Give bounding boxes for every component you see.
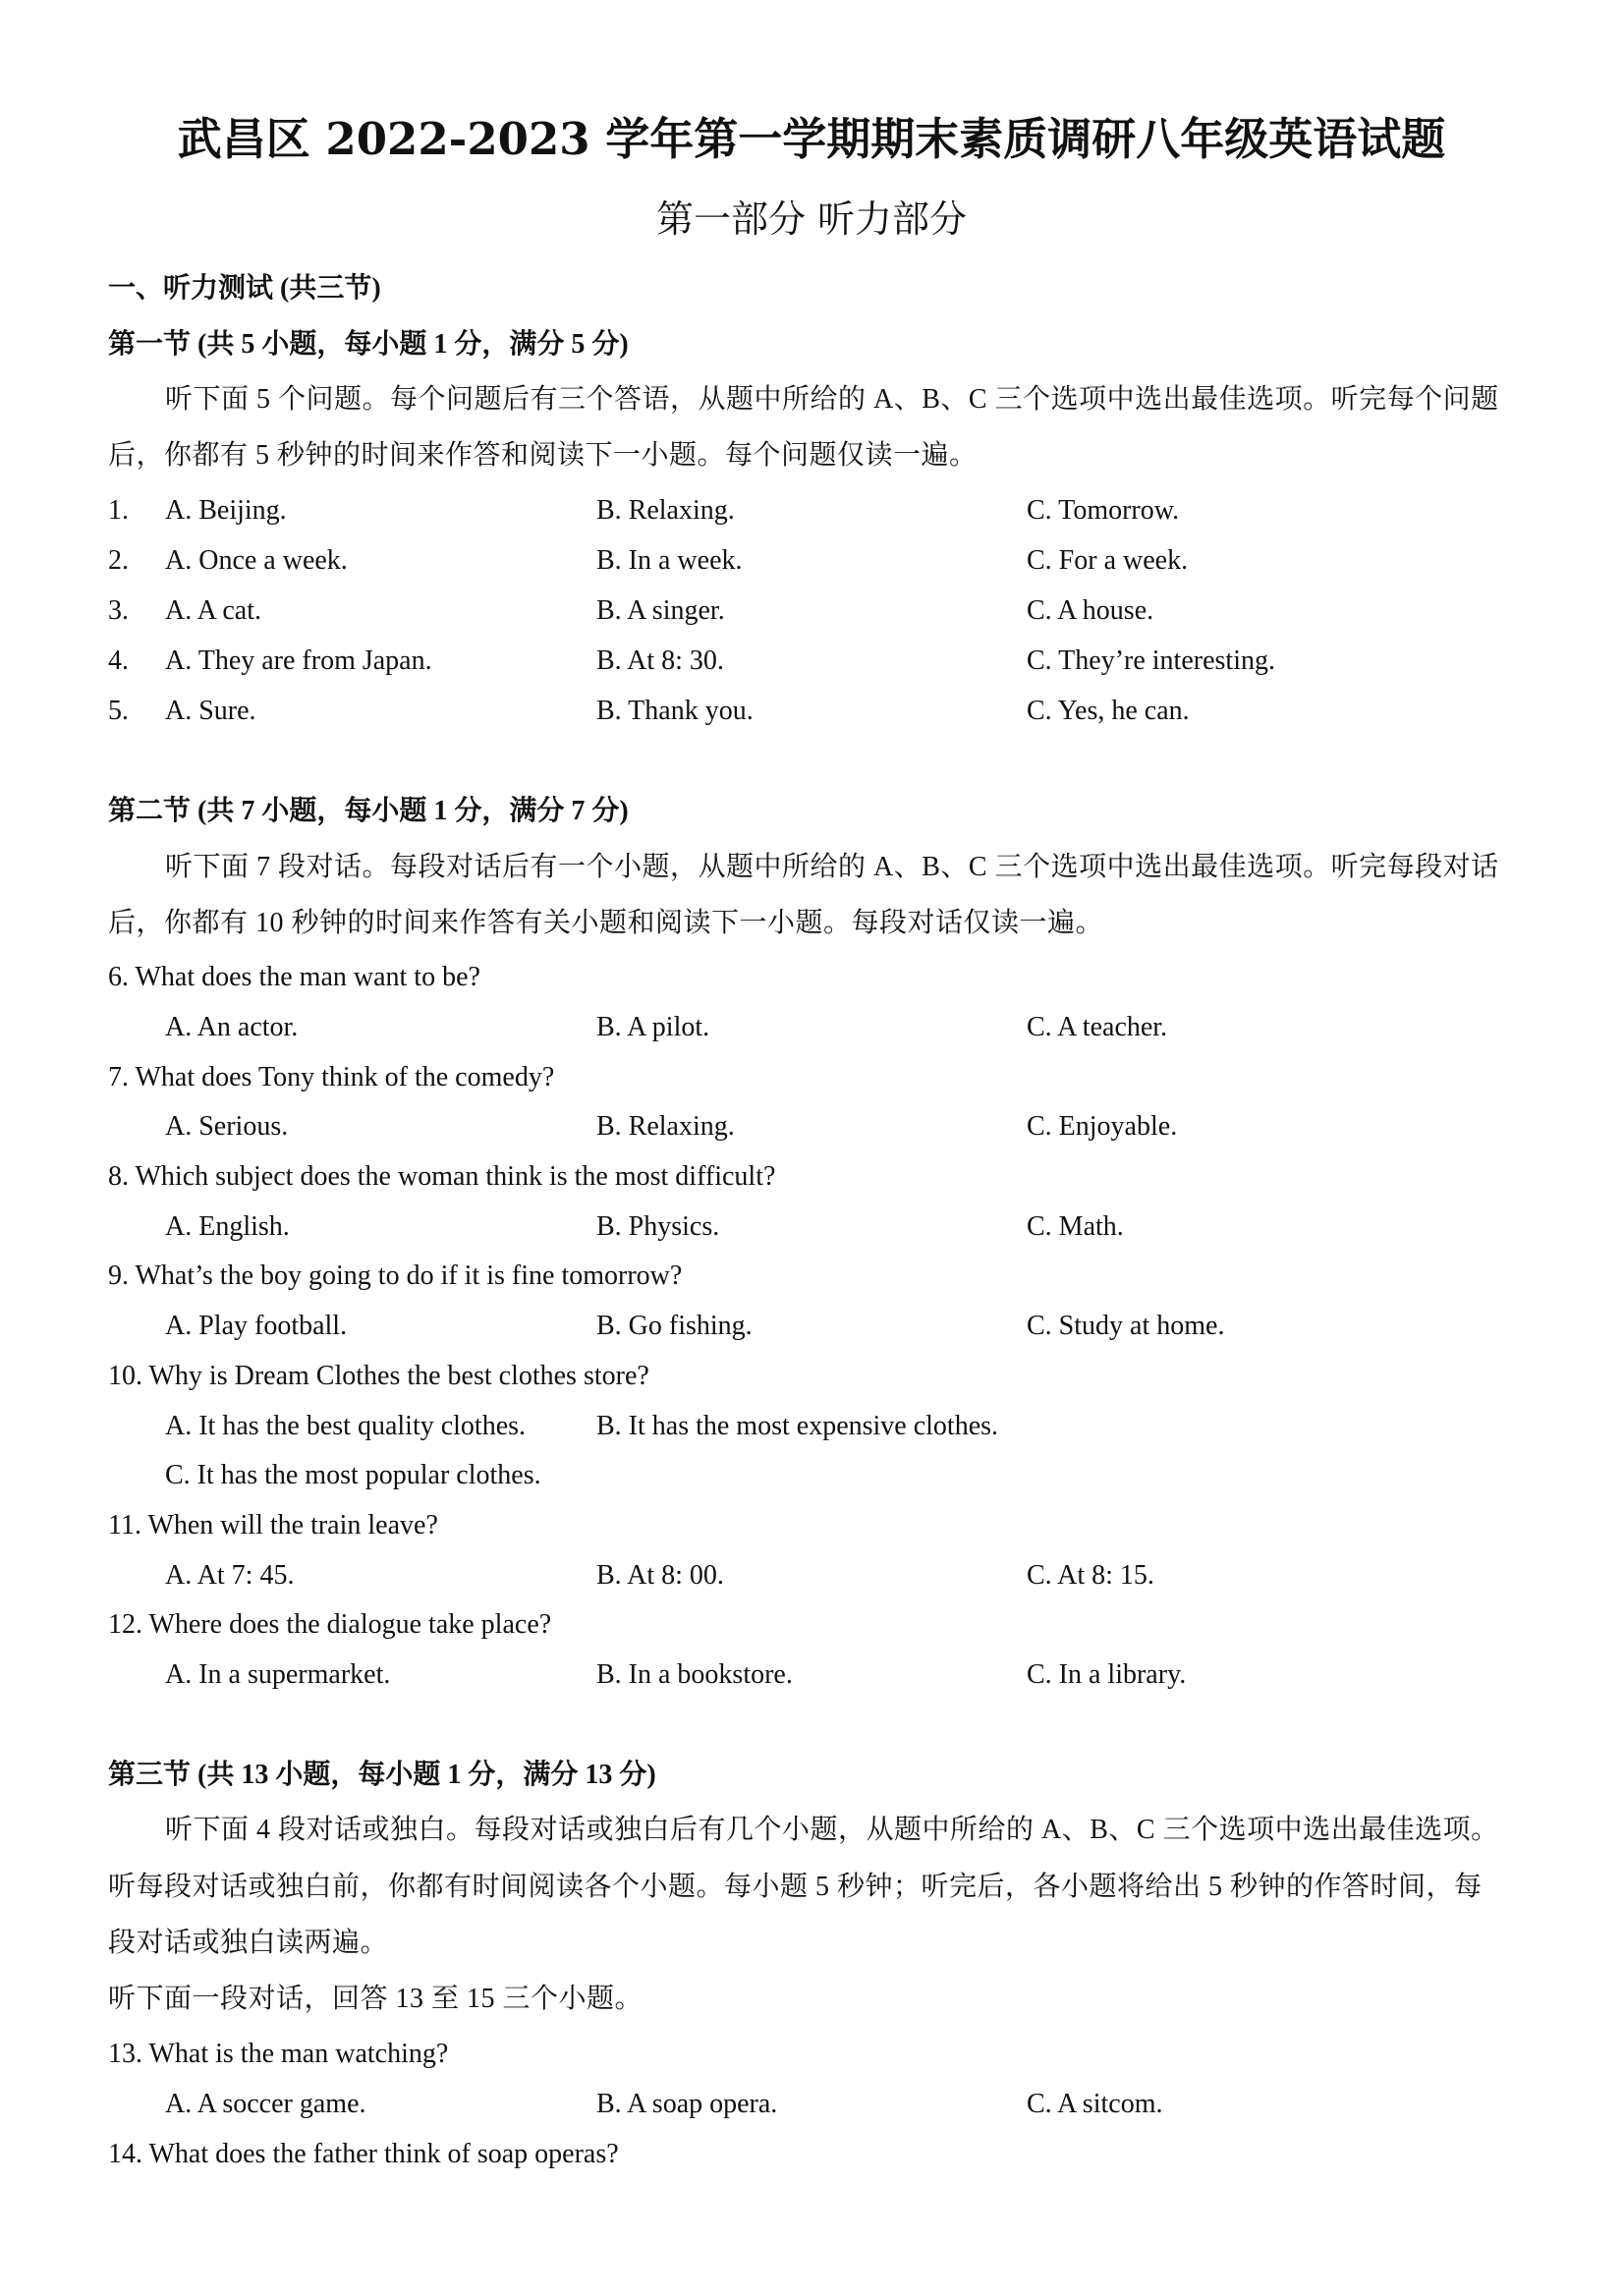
option-b: B. Thank you. [596,696,754,726]
option-a: A. In a supermarket. [165,1659,391,1690]
option-a: A. Play football. [165,1311,348,1341]
option-a: A. A soccer game. [165,2089,366,2119]
section2-heading: 第二节 (共 7 小题，每小题 1 分，满分 7 分) [108,796,629,826]
option-a: A. An actor. [165,1012,299,1042]
option-c: C. A teacher. [1027,1012,1168,1042]
question-number: 2. [108,545,129,576]
question-stem: 6. What does the man want to be? [108,962,480,992]
option-b: B. Relaxing. [596,495,735,526]
question-stem: 12. Where does the dialogue take place? [108,1609,552,1640]
option-b: B. At 8: 00. [596,1560,724,1591]
option-b: B. It has the most expensive clothes. [596,1411,999,1441]
option-c: C. A sitcom. [1027,2089,1163,2119]
option-a: A. A cat. [165,595,261,626]
question-stem: 13. What is the man watching? [108,2039,449,2069]
option-b: B. In a bookstore. [596,1659,793,1690]
option-c: C. For a week. [1027,545,1189,576]
option-c: C. At 8: 15. [1027,1560,1154,1591]
section2-instruction-line: 后，你都有 10 秒钟的时间来作答有关小题和阅读下一小题。每段对话仅读一遍。 [108,908,1104,938]
section1-instruction-line: 听下面 5 个问题。每个问题后有三个答语，从题中所给的 A、B、C 三个选项中选出最佳选项。听完每个问题 [165,384,1499,415]
section3-instruction-line: 听每段对话或独白前，你都有时间阅读各个小题。每小题 5 秒钟；听完后，各小题将给出 5 秒钟的作答时间，每 [108,1872,1483,1902]
section3-instruction-line: 段对话或独白读两遍。 [108,1928,389,1958]
option-c: C. In a library. [1027,1659,1187,1690]
option-a: A. English. [165,1211,290,1242]
part-heading: 一、听力测试 (共三节) [108,273,381,304]
option-c: C. Math. [1027,1211,1124,1242]
option-b: B. Relaxing. [596,1111,735,1142]
option-b: B. A singer. [596,595,725,626]
page-subtitle: 第一部分 听力部分 [655,197,968,241]
question-stem: 8. Which subject does the woman think is the most difficult? [108,1161,776,1192]
option-a: A. They are from Japan. [165,645,432,676]
section2-instruction-line: 听下面 7 段对话。每段对话后有一个小题，从题中所给的 A、B、C 三个选项中选出最佳选项。听完每段对话 [165,852,1499,882]
option-a: A. At 7: 45. [165,1560,295,1591]
question-stem: 11. When will the train leave? [108,1510,438,1540]
section3-heading: 第三节 (共 13 小题，每小题 1 分，满分 13 分) [108,1760,656,1790]
option-b: B. A soap opera. [596,2089,778,2119]
section3-instruction-line: 听下面 4 段对话或独白。每段对话或独白后有几个小题，从题中所给的 A、B、C 三个选项中选出最佳选项。 [165,1815,1499,1845]
option-a: A. It has the best quality clothes. [165,1411,527,1441]
option-c: C. Study at home. [1027,1311,1225,1341]
question-number: 4. [108,645,129,676]
question-stem: 9. What’s the boy going to do if it is fine tomorrow? [108,1260,683,1291]
option-a: A. Once a week. [165,545,348,576]
option-c: C. It has the most popular clothes. [165,1460,541,1490]
page-title: 武昌区 2022-2023 学年第一学期期末素质调研八年级英语试题 [177,113,1446,165]
question-stem: 14. What does the father think of soap operas? [108,2139,619,2169]
option-a: A. Serious. [165,1111,289,1142]
option-b: B. In a week. [596,545,743,576]
option-a: A. Sure. [165,696,256,726]
section1-instruction-line: 后，你都有 5 秒钟的时间来作答和阅读下一小题。每个问题仅读一遍。 [108,440,978,471]
section1-heading: 第一节 (共 5 小题，每小题 1 分，满分 5 分) [108,329,629,360]
question-stem: 10. Why is Dream Clothes the best clothes store? [108,1361,649,1391]
dialogue-intro: 听下面一段对话，回答 13 至 15 三个小题。 [108,1984,644,2014]
option-c: C. They’re interesting. [1027,645,1275,676]
question-number: 3. [108,595,129,626]
option-c: C. Enjoyable. [1027,1111,1178,1142]
option-b: B. Go fishing. [596,1311,753,1341]
option-b: B. Physics. [596,1211,720,1242]
question-stem: 7. What does Tony think of the comedy? [108,1062,555,1092]
question-number: 1. [108,495,129,526]
option-b: B. A pilot. [596,1012,710,1042]
question-number: 5. [108,696,129,726]
option-c: C. Tomorrow. [1027,495,1180,526]
option-b: B. At 8: 30. [596,645,724,676]
option-c: C. A house. [1027,595,1154,626]
option-c: C. Yes, he can. [1027,696,1190,726]
option-a: A. Beijing. [165,495,287,526]
